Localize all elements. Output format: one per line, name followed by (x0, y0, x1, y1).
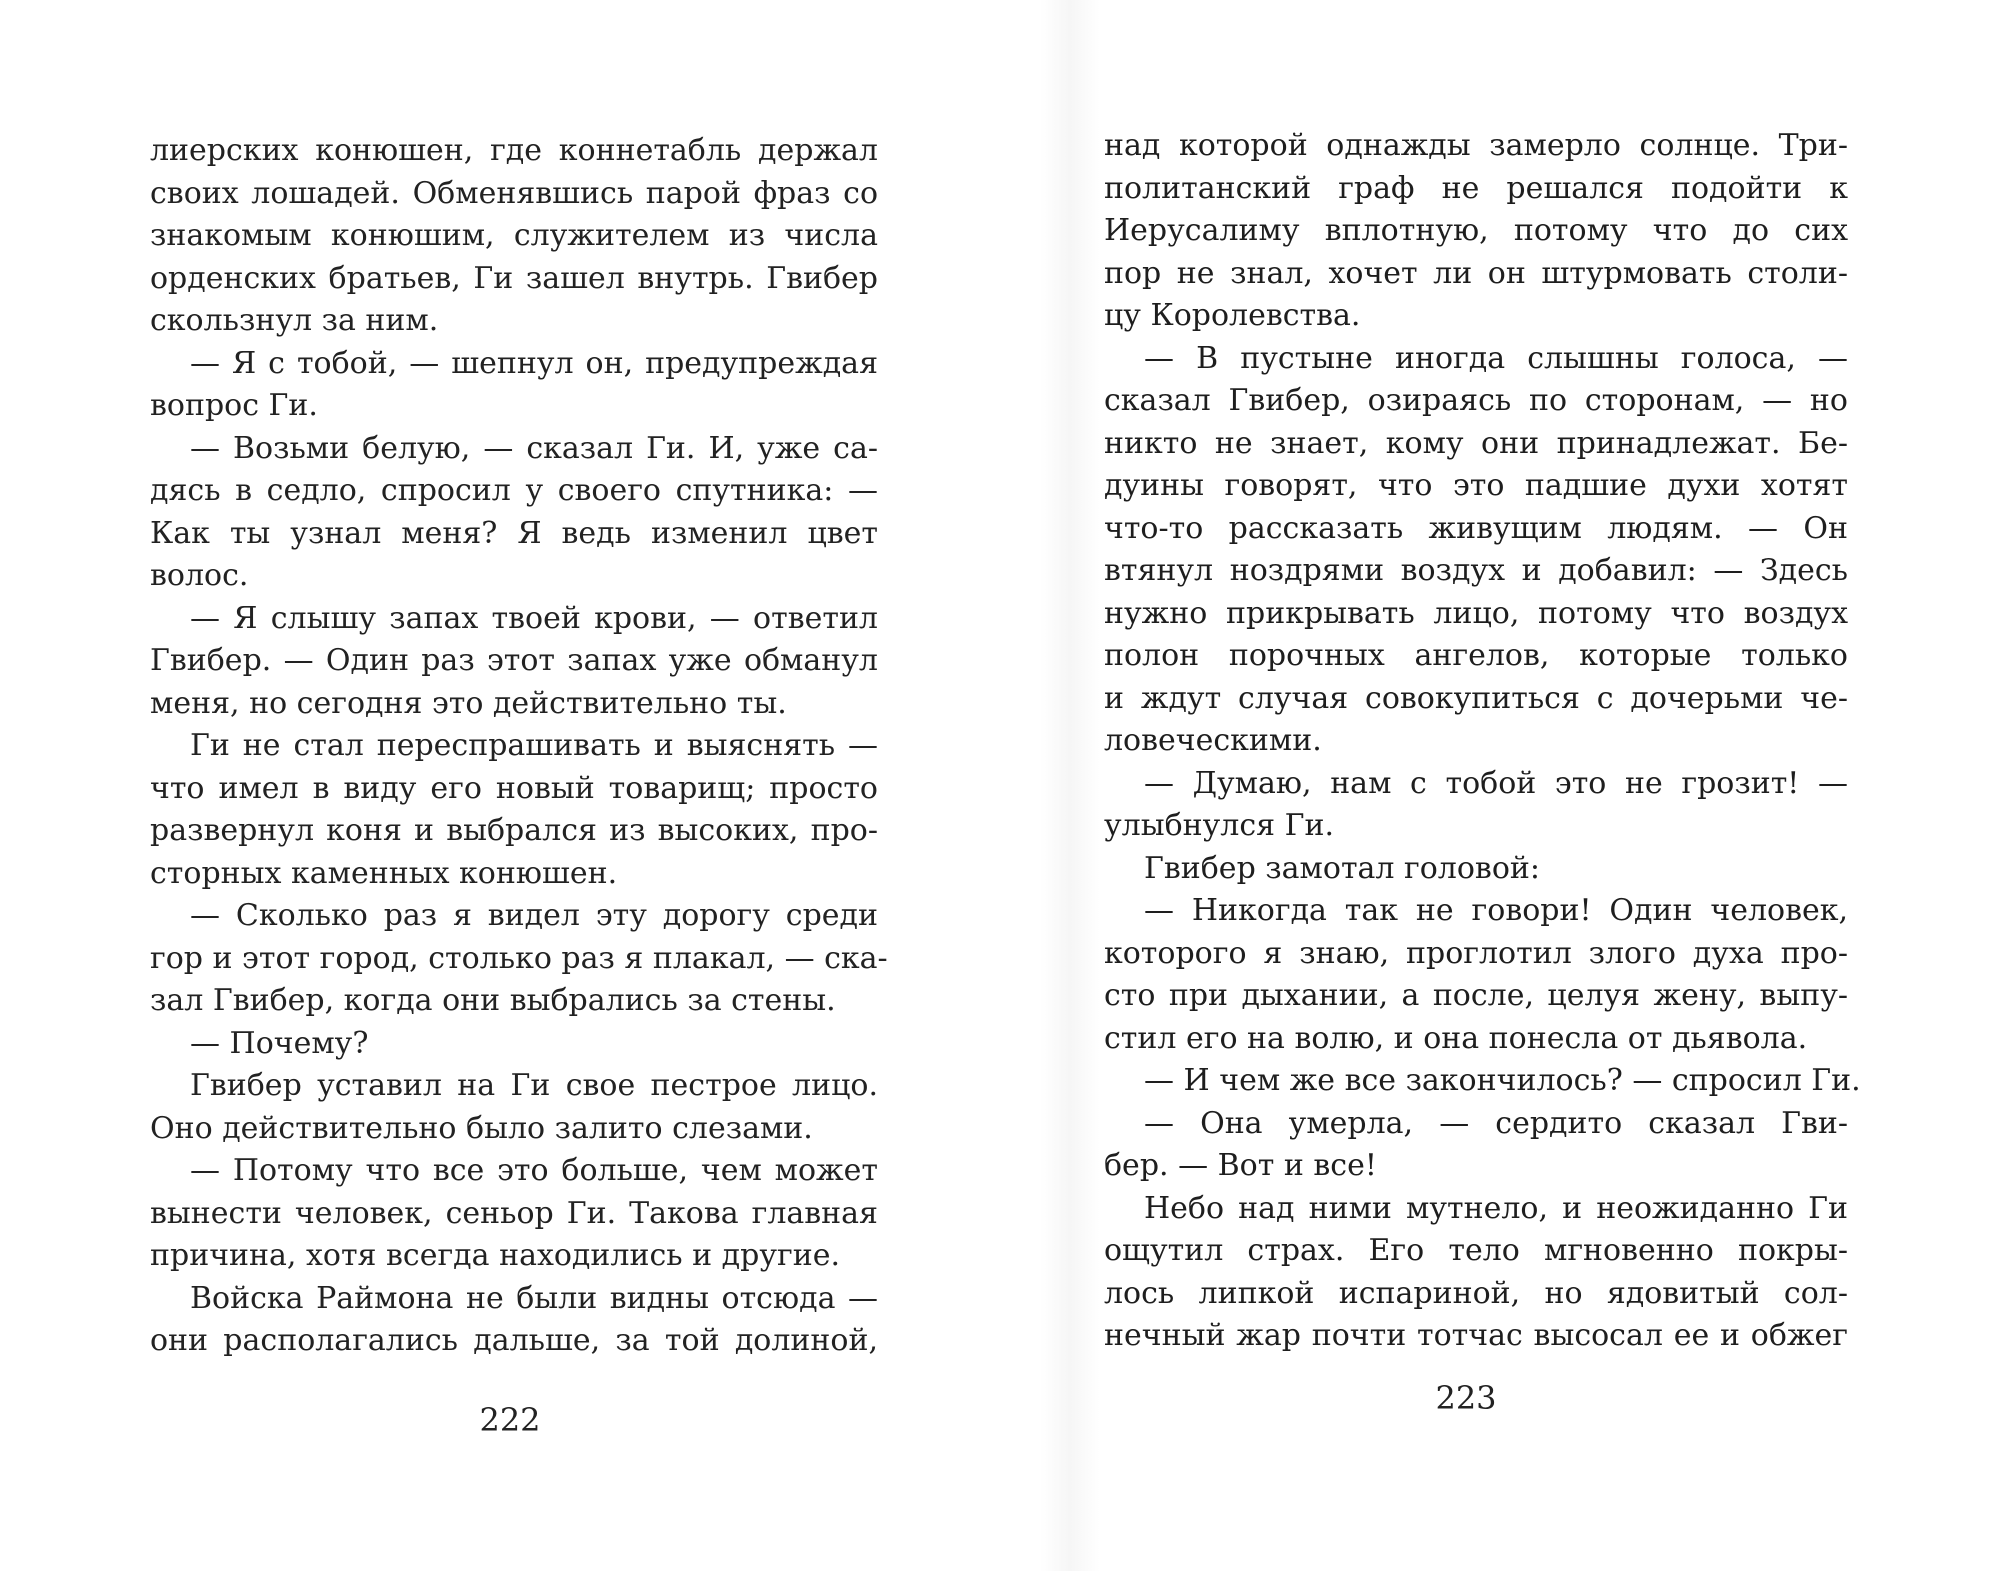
text-line: сто при дыхании, а после, целуя жену, выпу- (1104, 978, 1848, 1013)
text-line: орденских братьев, Ги зашел внутрь. Гвибер (150, 260, 878, 296)
text-line: развернул коня и выбрался из высоких, про- (150, 813, 878, 848)
text-line: Войска Раймона не были видны отсюда — (190, 1280, 878, 1316)
text-line: Как ты узнал меня? Я ведь изменил цвет (150, 515, 878, 551)
text-line: которого я знаю, проглотил злого духа про- (1104, 935, 1848, 971)
text-line: — И чем же все закончилось? — спросил Ги. (1144, 1063, 1861, 1098)
text-line: Небо над ними мутнело, и неожиданно Ги (1144, 1190, 1848, 1226)
text-line: — Почему? (190, 1025, 369, 1061)
text-line: — Сколько раз я видел эту дорогу среди (190, 898, 878, 933)
text-line: что-то рассказать живущим людям. — Он (1104, 510, 1848, 546)
text-line: никто не знает, кому они принадлежат. Бе- (1104, 425, 1848, 461)
text-line: своих лошадей. Обменявшись парой фраз со (150, 175, 878, 211)
text-line: они располагались дальше, за той долиной, (150, 1323, 878, 1358)
text-line: — Она умерла, — сердито сказал Гви- (1144, 1105, 1848, 1141)
text-line: ловеческими. (1104, 723, 1322, 758)
text-line: Ги не стал переспрашивать и выяснять — (190, 728, 878, 763)
text-line: знакомым конюшим, служителем из числа (150, 218, 878, 253)
right-page-number: 223 (1435, 1379, 1497, 1417)
text-line: — Я с тобой, — шепнул он, предупреждая (190, 345, 878, 381)
text-line: — В пустыне иногда слышны голоса, — (1144, 340, 1848, 376)
text-line: втянул ноздрями воздух и добавил: — Здесь (1104, 553, 1848, 588)
text-line: вынести человек, сеньор Ги. Такова главная (150, 1195, 878, 1231)
text-line: Гвибер. — Один раз этот запах уже обманул (150, 643, 878, 678)
text-line: — Никогда так не говори! Один человек, (1144, 893, 1848, 928)
text-line: бер. — Вот и все! (1104, 1148, 1377, 1183)
text-line: Оно действительно было залито слезами. (150, 1110, 813, 1146)
text-line: пор не знал, хочет ли он штурмовать столи- (1104, 255, 1848, 291)
text-line: — Потому что все это больше, чем может (190, 1153, 878, 1188)
text-line: нужно прикрывать лицо, потому что воздух (1104, 595, 1848, 631)
text-line: сторных каменных конюшен. (150, 855, 618, 891)
text-line: скользнул за ним. (150, 303, 439, 338)
text-line: сказал Гвибер, озираясь по сторонам, — но (1104, 383, 1848, 418)
book-gutter (1040, 0, 1100, 1571)
text-line: нечный жар почти тотчас высосал ее и обжег (1104, 1318, 1848, 1353)
text-line: причина, хотя всегда находились и другие. (150, 1238, 840, 1273)
text-line: дуины говорят, что это падшие духи хотят (1104, 468, 1848, 503)
text-line: цу Королевства. (1104, 298, 1361, 333)
text-line: над которой однажды замерло солнце. Три- (1104, 128, 1848, 163)
text-line: лось липкой испариной, но ядовитый сол- (1104, 1275, 1848, 1311)
text-line: дясь в седло, спросил у своего спутника: — (150, 473, 878, 508)
text-line: и ждут случая совокупиться с дочерьми че- (1104, 680, 1848, 716)
text-line: ощутил страх. Его тело мгновенно покры- (1104, 1233, 1848, 1268)
text-line: — Возьми белую, — сказал Ги. И, уже са- (190, 430, 878, 466)
text-line: стил его на волю, и она понесла от дьявола. (1104, 1020, 1808, 1056)
text-line: лиерских конюшен, где коннетабль держал (150, 133, 878, 168)
left-page-number: 222 (479, 1401, 541, 1439)
text-line: — Думаю, нам с тобой это не грозит! — (1144, 765, 1848, 801)
right-page-text (1104, 125, 1861, 1358)
text-line: меня, но сегодня это действительно ты. (150, 685, 787, 721)
text-line: Гвибер уставил на Ги свое пестрое лицо. (190, 1068, 878, 1103)
text-line: вопрос Ги. (150, 388, 318, 423)
text-line: улыбнулся Ги. (1104, 808, 1335, 843)
text-line: гор и этот город, столько раз я плакал, — ска- (150, 940, 888, 976)
text-line: Гвибер замотал головой: (1144, 850, 1540, 886)
text-line: волос. (150, 558, 249, 593)
text-line: политанский граф не решался подойти к (1104, 170, 1848, 206)
text-line: зал Гвибер, когда они выбрались за стены. (150, 983, 836, 1018)
text-line: полон порочных ангелов, которые только (1104, 638, 1848, 673)
text-line: что имел в виду его новый товарищ; просто (150, 770, 878, 806)
left-page-text (150, 130, 888, 1363)
text-line: Иерусалиму вплотную, потому что до сих (1104, 213, 1848, 248)
text-line: — Я слышу запах твоей крови, — ответил (190, 600, 878, 636)
